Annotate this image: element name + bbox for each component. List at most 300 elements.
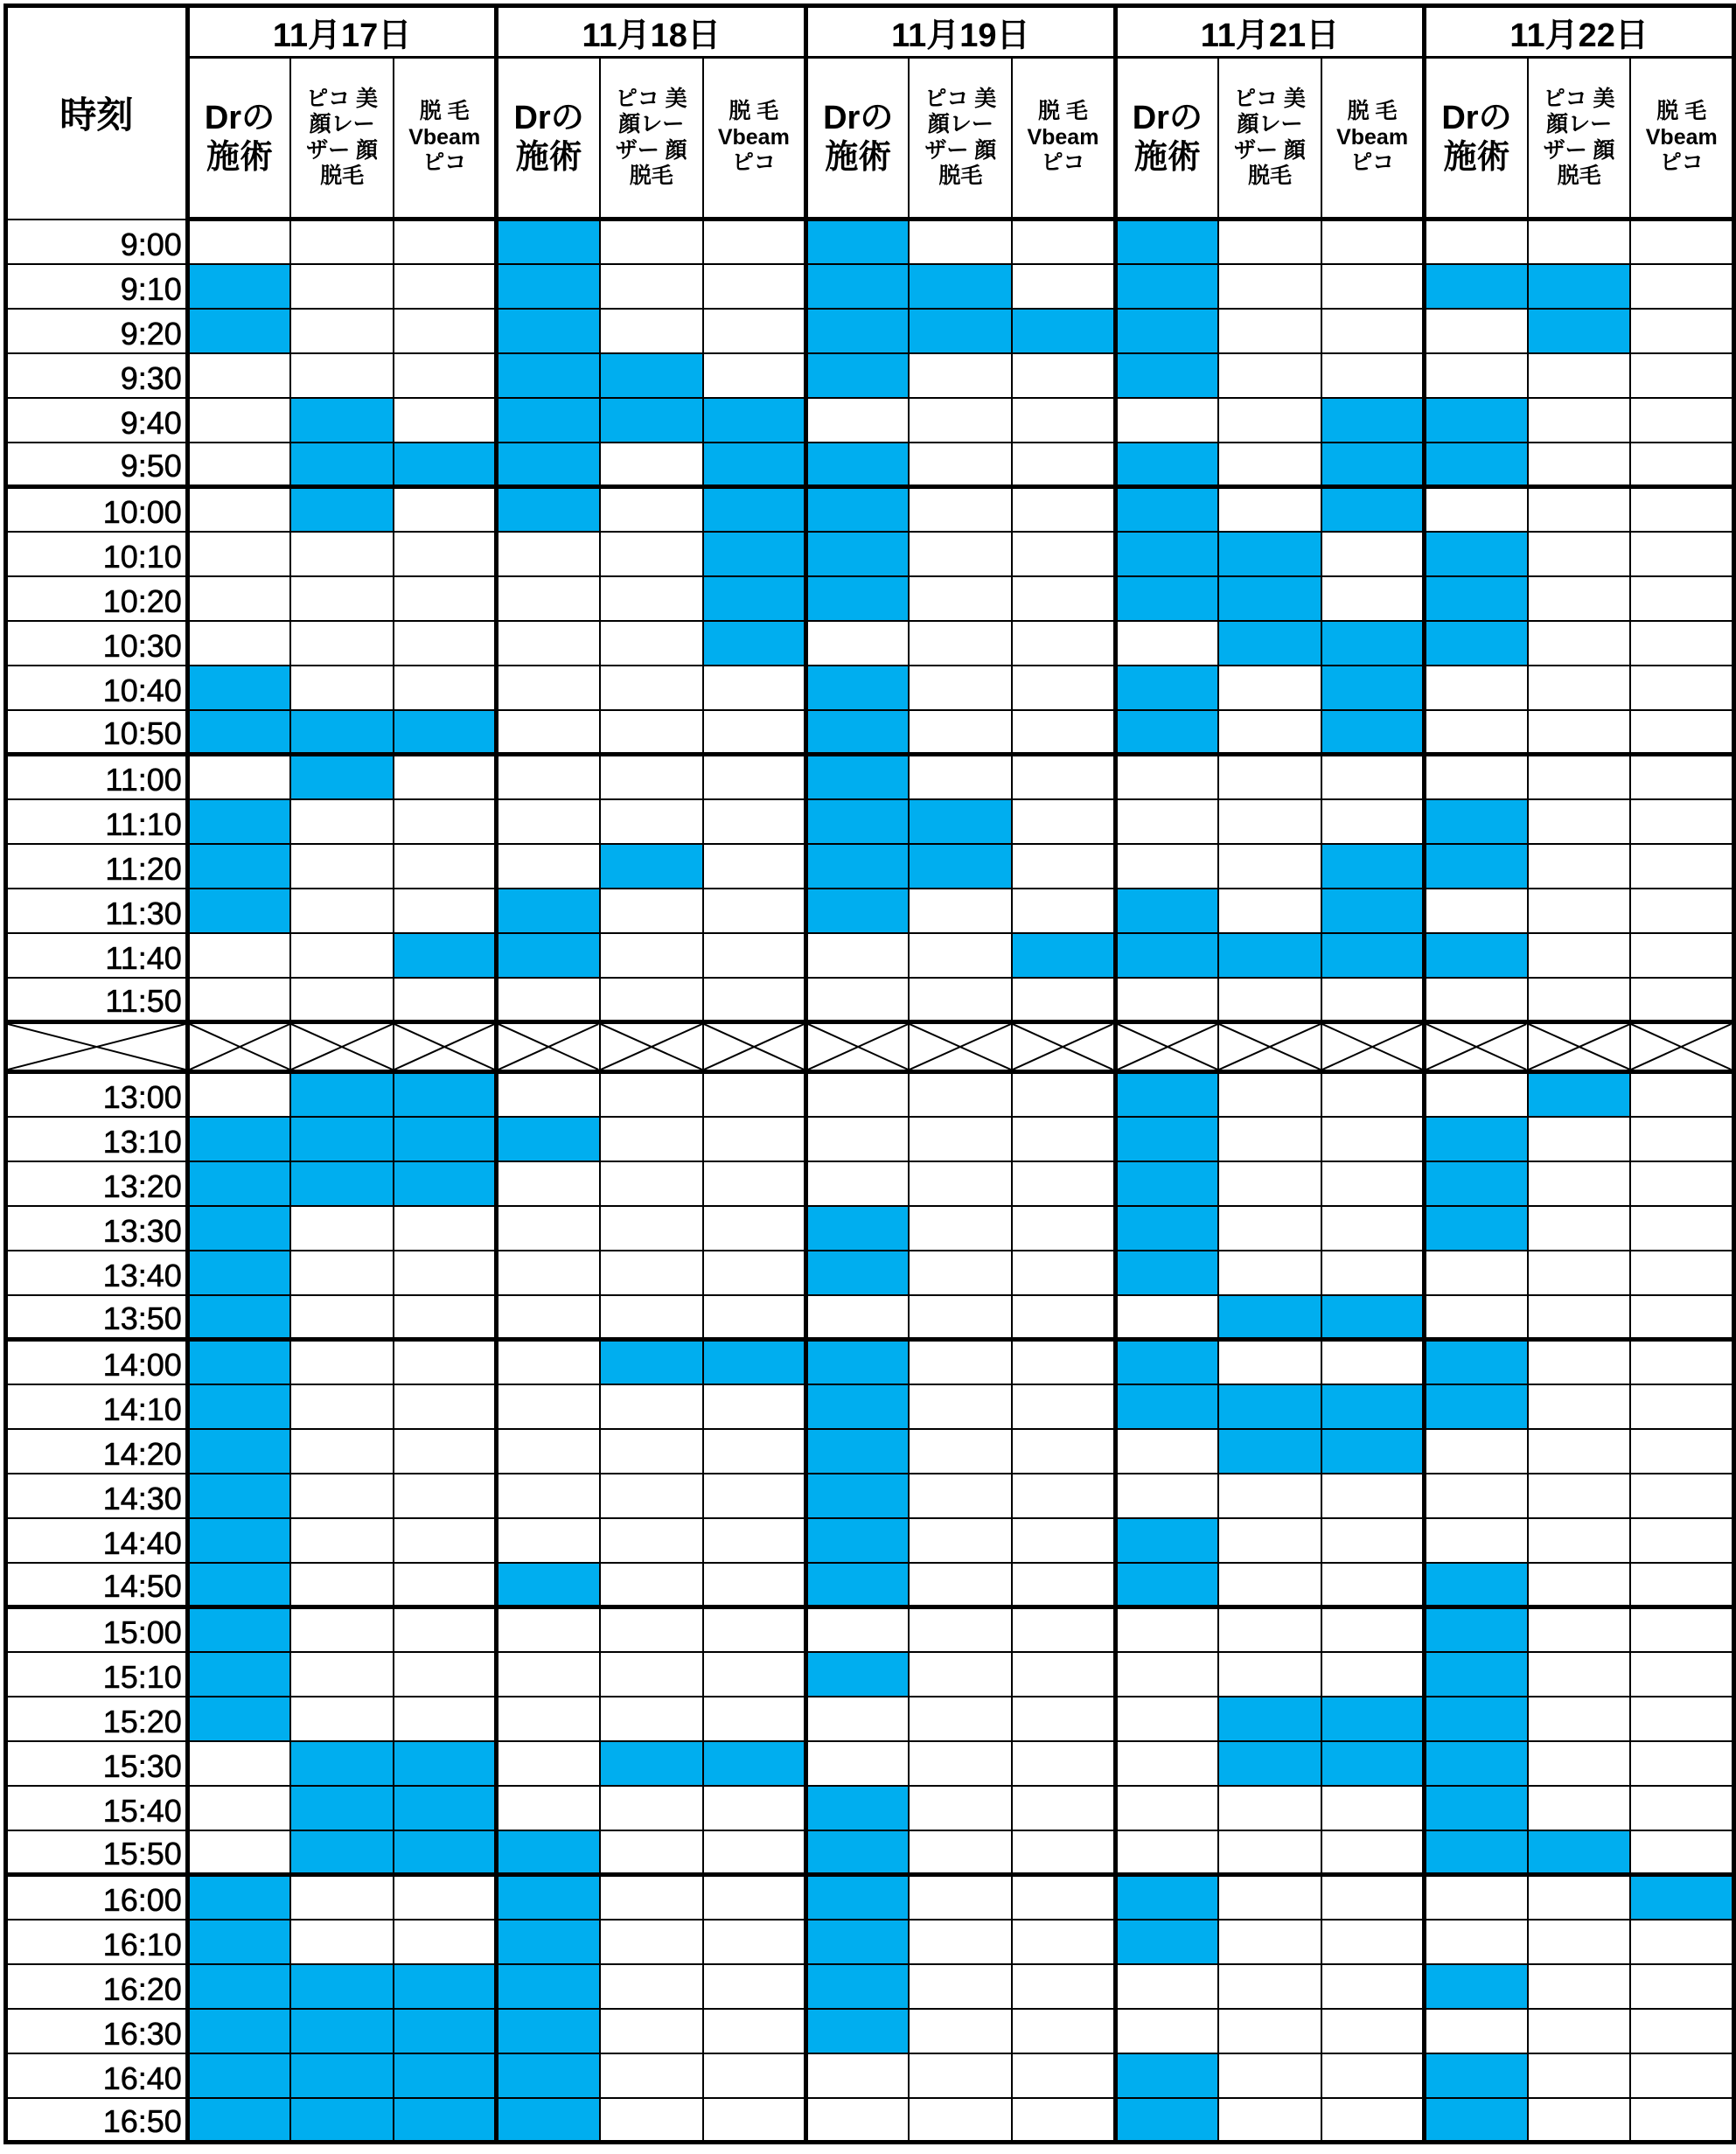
open-slot[interactable] <box>394 1340 497 1384</box>
open-slot[interactable] <box>1528 1161 1631 1206</box>
open-slot[interactable] <box>1630 1518 1733 1563</box>
open-slot[interactable] <box>1630 1161 1733 1206</box>
open-slot[interactable] <box>1115 844 1218 889</box>
open-slot[interactable] <box>1115 1697 1218 1741</box>
booked-slot[interactable] <box>394 1117 497 1161</box>
open-slot[interactable] <box>394 309 497 353</box>
open-slot[interactable] <box>394 264 497 309</box>
open-slot[interactable] <box>1218 2009 1321 2053</box>
open-slot[interactable] <box>1528 443 1631 487</box>
open-slot[interactable] <box>703 1830 806 1875</box>
open-slot[interactable] <box>1630 220 1733 264</box>
open-slot[interactable] <box>1630 710 1733 755</box>
booked-slot[interactable] <box>1321 398 1425 443</box>
open-slot[interactable] <box>1321 1117 1425 1161</box>
open-slot[interactable] <box>1528 2009 1631 2053</box>
open-slot[interactable] <box>394 1607 497 1652</box>
booked-slot[interactable] <box>1425 1697 1528 1741</box>
booked-slot[interactable] <box>187 1964 290 2009</box>
open-slot[interactable] <box>187 1786 290 1830</box>
open-slot[interactable] <box>1012 1563 1115 1607</box>
booked-slot[interactable] <box>1115 1206 1218 1251</box>
booked-slot[interactable] <box>806 666 910 710</box>
open-slot[interactable] <box>600 1652 703 1697</box>
open-slot[interactable] <box>1425 710 1528 755</box>
booked-slot[interactable] <box>497 2009 600 2053</box>
open-slot[interactable] <box>1012 398 1115 443</box>
booked-slot[interactable] <box>1115 353 1218 398</box>
open-slot[interactable] <box>1218 1563 1321 1607</box>
open-slot[interactable] <box>1115 1295 1218 1340</box>
open-slot[interactable] <box>290 889 394 933</box>
booked-slot[interactable] <box>1012 933 1115 978</box>
open-slot[interactable] <box>1630 1251 1733 1295</box>
booked-slot[interactable] <box>806 1429 910 1474</box>
open-slot[interactable] <box>1425 220 1528 264</box>
open-slot[interactable] <box>1321 1563 1425 1607</box>
open-slot[interactable] <box>600 532 703 576</box>
open-slot[interactable] <box>703 933 806 978</box>
open-slot[interactable] <box>703 2098 806 2143</box>
open-slot[interactable] <box>703 1474 806 1518</box>
booked-slot[interactable] <box>909 309 1012 353</box>
open-slot[interactable] <box>1630 443 1733 487</box>
open-slot[interactable] <box>394 844 497 889</box>
open-slot[interactable] <box>703 844 806 889</box>
open-slot[interactable] <box>1115 1429 1218 1474</box>
open-slot[interactable] <box>1630 1607 1733 1652</box>
open-slot[interactable] <box>703 1161 806 1206</box>
open-slot[interactable] <box>1012 799 1115 844</box>
open-slot[interactable] <box>806 978 910 1022</box>
open-slot[interactable] <box>1321 2098 1425 2143</box>
open-slot[interactable] <box>290 309 394 353</box>
booked-slot[interactable] <box>187 1697 290 1741</box>
open-slot[interactable] <box>497 1384 600 1429</box>
open-slot[interactable] <box>1630 487 1733 532</box>
open-slot[interactable] <box>1321 353 1425 398</box>
open-slot[interactable] <box>600 1920 703 1964</box>
open-slot[interactable] <box>394 755 497 799</box>
open-slot[interactable] <box>1630 755 1733 799</box>
open-slot[interactable] <box>497 1161 600 1206</box>
booked-slot[interactable] <box>497 1117 600 1161</box>
booked-slot[interactable] <box>600 398 703 443</box>
open-slot[interactable] <box>806 1607 910 1652</box>
open-slot[interactable] <box>497 1474 600 1518</box>
booked-slot[interactable] <box>1115 1340 1218 1384</box>
booked-slot[interactable] <box>1218 576 1321 621</box>
open-slot[interactable] <box>1218 844 1321 889</box>
open-slot[interactable] <box>806 1295 910 1340</box>
booked-slot[interactable] <box>290 1786 394 1830</box>
open-slot[interactable] <box>1218 1607 1321 1652</box>
booked-slot[interactable] <box>187 2098 290 2143</box>
open-slot[interactable] <box>1012 1920 1115 1964</box>
open-slot[interactable] <box>1425 978 1528 1022</box>
booked-slot[interactable] <box>290 1830 394 1875</box>
open-slot[interactable] <box>909 1429 1012 1474</box>
booked-slot[interactable] <box>806 1563 910 1607</box>
open-slot[interactable] <box>1115 398 1218 443</box>
booked-slot[interactable] <box>806 1786 910 1830</box>
open-slot[interactable] <box>1321 1830 1425 1875</box>
booked-slot[interactable] <box>394 710 497 755</box>
open-slot[interactable] <box>290 1518 394 1563</box>
booked-slot[interactable] <box>187 1474 290 1518</box>
open-slot[interactable] <box>187 532 290 576</box>
booked-slot[interactable] <box>1115 2053 1218 2098</box>
open-slot[interactable] <box>497 1518 600 1563</box>
booked-slot[interactable] <box>806 844 910 889</box>
open-slot[interactable] <box>703 1875 806 1920</box>
open-slot[interactable] <box>290 799 394 844</box>
booked-slot[interactable] <box>806 309 910 353</box>
open-slot[interactable] <box>497 621 600 666</box>
open-slot[interactable] <box>703 2053 806 2098</box>
open-slot[interactable] <box>600 933 703 978</box>
booked-slot[interactable] <box>600 844 703 889</box>
open-slot[interactable] <box>1012 889 1115 933</box>
open-slot[interactable] <box>1115 621 1218 666</box>
open-slot[interactable] <box>703 353 806 398</box>
open-slot[interactable] <box>394 1920 497 1964</box>
booked-slot[interactable] <box>187 2009 290 2053</box>
open-slot[interactable] <box>703 1607 806 1652</box>
booked-slot[interactable] <box>497 1875 600 1920</box>
booked-slot[interactable] <box>1528 264 1631 309</box>
booked-slot[interactable] <box>187 1652 290 1697</box>
booked-slot[interactable] <box>806 1875 910 1920</box>
open-slot[interactable] <box>1528 933 1631 978</box>
open-slot[interactable] <box>290 666 394 710</box>
booked-slot[interactable] <box>1630 1875 1733 1920</box>
open-slot[interactable] <box>909 1607 1012 1652</box>
booked-slot[interactable] <box>394 2098 497 2143</box>
open-slot[interactable] <box>1012 1206 1115 1251</box>
open-slot[interactable] <box>1425 1474 1528 1518</box>
booked-slot[interactable] <box>1115 1117 1218 1161</box>
open-slot[interactable] <box>1218 1474 1321 1518</box>
booked-slot[interactable] <box>187 1875 290 1920</box>
booked-slot[interactable] <box>497 487 600 532</box>
booked-slot[interactable] <box>703 621 806 666</box>
open-slot[interactable] <box>394 487 497 532</box>
booked-slot[interactable] <box>806 1340 910 1384</box>
booked-slot[interactable] <box>290 755 394 799</box>
open-slot[interactable] <box>1528 889 1631 933</box>
open-slot[interactable] <box>1528 621 1631 666</box>
open-slot[interactable] <box>600 1295 703 1340</box>
open-slot[interactable] <box>497 1340 600 1384</box>
open-slot[interactable] <box>909 1697 1012 1741</box>
booked-slot[interactable] <box>1115 1251 1218 1295</box>
open-slot[interactable] <box>1528 1563 1631 1607</box>
booked-slot[interactable] <box>1218 1741 1321 1786</box>
open-slot[interactable] <box>1528 1741 1631 1786</box>
open-slot[interactable] <box>1528 220 1631 264</box>
open-slot[interactable] <box>497 710 600 755</box>
booked-slot[interactable] <box>806 799 910 844</box>
open-slot[interactable] <box>1012 978 1115 1022</box>
open-slot[interactable] <box>187 353 290 398</box>
open-slot[interactable] <box>909 1384 1012 1429</box>
open-slot[interactable] <box>187 755 290 799</box>
open-slot[interactable] <box>600 1830 703 1875</box>
open-slot[interactable] <box>1630 576 1733 621</box>
open-slot[interactable] <box>1218 1117 1321 1161</box>
booked-slot[interactable] <box>1012 309 1115 353</box>
booked-slot[interactable] <box>1528 309 1631 353</box>
booked-slot[interactable] <box>1115 1072 1218 1117</box>
open-slot[interactable] <box>1425 1875 1528 1920</box>
open-slot[interactable] <box>1630 1340 1733 1384</box>
open-slot[interactable] <box>187 443 290 487</box>
open-slot[interactable] <box>1528 844 1631 889</box>
open-slot[interactable] <box>1012 1652 1115 1697</box>
open-slot[interactable] <box>806 1161 910 1206</box>
open-slot[interactable] <box>1218 353 1321 398</box>
open-slot[interactable] <box>1012 1964 1115 2009</box>
booked-slot[interactable] <box>806 1964 910 2009</box>
open-slot[interactable] <box>497 1295 600 1340</box>
open-slot[interactable] <box>1321 1474 1425 1518</box>
open-slot[interactable] <box>1218 799 1321 844</box>
open-slot[interactable] <box>1425 2009 1528 2053</box>
booked-slot[interactable] <box>497 2053 600 2098</box>
open-slot[interactable] <box>1012 755 1115 799</box>
open-slot[interactable] <box>600 1117 703 1161</box>
booked-slot[interactable] <box>1115 1875 1218 1920</box>
booked-slot[interactable] <box>1425 1607 1528 1652</box>
booked-slot[interactable] <box>394 1964 497 2009</box>
open-slot[interactable] <box>1630 666 1733 710</box>
open-slot[interactable] <box>1012 1117 1115 1161</box>
booked-slot[interactable] <box>1321 666 1425 710</box>
booked-slot[interactable] <box>1425 1384 1528 1429</box>
booked-slot[interactable] <box>1115 1563 1218 1607</box>
open-slot[interactable] <box>1115 1830 1218 1875</box>
open-slot[interactable] <box>187 933 290 978</box>
booked-slot[interactable] <box>1321 1429 1425 1474</box>
open-slot[interactable] <box>703 1652 806 1697</box>
booked-slot[interactable] <box>703 576 806 621</box>
open-slot[interactable] <box>1630 1830 1733 1875</box>
open-slot[interactable] <box>1218 666 1321 710</box>
open-slot[interactable] <box>600 1384 703 1429</box>
open-slot[interactable] <box>909 2053 1012 2098</box>
open-slot[interactable] <box>909 755 1012 799</box>
open-slot[interactable] <box>1321 2009 1425 2053</box>
booked-slot[interactable] <box>187 666 290 710</box>
open-slot[interactable] <box>1528 1920 1631 1964</box>
booked-slot[interactable] <box>290 710 394 755</box>
open-slot[interactable] <box>703 1295 806 1340</box>
open-slot[interactable] <box>1528 487 1631 532</box>
open-slot[interactable] <box>600 443 703 487</box>
open-slot[interactable] <box>290 1384 394 1429</box>
open-slot[interactable] <box>806 621 910 666</box>
open-slot[interactable] <box>600 1474 703 1518</box>
open-slot[interactable] <box>600 2053 703 2098</box>
booked-slot[interactable] <box>703 1340 806 1384</box>
booked-slot[interactable] <box>806 353 910 398</box>
open-slot[interactable] <box>600 1429 703 1474</box>
open-slot[interactable] <box>1630 1295 1733 1340</box>
open-slot[interactable] <box>909 710 1012 755</box>
open-slot[interactable] <box>1012 710 1115 755</box>
open-slot[interactable] <box>1528 1429 1631 1474</box>
open-slot[interactable] <box>290 1563 394 1607</box>
booked-slot[interactable] <box>187 1340 290 1384</box>
open-slot[interactable] <box>1630 799 1733 844</box>
open-slot[interactable] <box>1012 487 1115 532</box>
booked-slot[interactable] <box>290 1117 394 1161</box>
open-slot[interactable] <box>1425 309 1528 353</box>
open-slot[interactable] <box>1321 532 1425 576</box>
open-slot[interactable] <box>497 844 600 889</box>
open-slot[interactable] <box>909 1741 1012 1786</box>
booked-slot[interactable] <box>187 799 290 844</box>
open-slot[interactable] <box>394 1875 497 1920</box>
open-slot[interactable] <box>394 1206 497 1251</box>
open-slot[interactable] <box>703 1518 806 1563</box>
open-slot[interactable] <box>1630 1964 1733 2009</box>
booked-slot[interactable] <box>1528 1830 1631 1875</box>
booked-slot[interactable] <box>290 443 394 487</box>
open-slot[interactable] <box>1012 1295 1115 1340</box>
booked-slot[interactable] <box>806 487 910 532</box>
booked-slot[interactable] <box>703 398 806 443</box>
open-slot[interactable] <box>1528 532 1631 576</box>
open-slot[interactable] <box>1321 1206 1425 1251</box>
open-slot[interactable] <box>1218 309 1321 353</box>
open-slot[interactable] <box>394 353 497 398</box>
open-slot[interactable] <box>600 264 703 309</box>
open-slot[interactable] <box>1012 264 1115 309</box>
open-slot[interactable] <box>1012 1072 1115 1117</box>
booked-slot[interactable] <box>1115 933 1218 978</box>
open-slot[interactable] <box>703 1072 806 1117</box>
booked-slot[interactable] <box>497 1563 600 1607</box>
open-slot[interactable] <box>600 889 703 933</box>
open-slot[interactable] <box>1425 353 1528 398</box>
open-slot[interactable] <box>1012 443 1115 487</box>
open-slot[interactable] <box>187 1741 290 1786</box>
open-slot[interactable] <box>394 1563 497 1607</box>
open-slot[interactable] <box>394 1697 497 1741</box>
open-slot[interactable] <box>806 2098 910 2143</box>
booked-slot[interactable] <box>1425 621 1528 666</box>
open-slot[interactable] <box>1528 1340 1631 1384</box>
booked-slot[interactable] <box>1115 2098 1218 2143</box>
open-slot[interactable] <box>909 1875 1012 1920</box>
open-slot[interactable] <box>703 755 806 799</box>
open-slot[interactable] <box>909 1251 1012 1295</box>
booked-slot[interactable] <box>909 264 1012 309</box>
open-slot[interactable] <box>394 576 497 621</box>
booked-slot[interactable] <box>1321 1741 1425 1786</box>
open-slot[interactable] <box>497 755 600 799</box>
open-slot[interactable] <box>703 2009 806 2053</box>
open-slot[interactable] <box>394 1384 497 1429</box>
booked-slot[interactable] <box>187 1563 290 1607</box>
open-slot[interactable] <box>1630 1429 1733 1474</box>
open-slot[interactable] <box>600 576 703 621</box>
open-slot[interactable] <box>1218 1830 1321 1875</box>
booked-slot[interactable] <box>497 889 600 933</box>
open-slot[interactable] <box>290 1340 394 1384</box>
open-slot[interactable] <box>1528 1206 1631 1251</box>
booked-slot[interactable] <box>394 1786 497 1830</box>
open-slot[interactable] <box>1630 1920 1733 1964</box>
open-slot[interactable] <box>394 1518 497 1563</box>
open-slot[interactable] <box>394 1652 497 1697</box>
open-slot[interactable] <box>806 2053 910 2098</box>
open-slot[interactable] <box>1630 532 1733 576</box>
open-slot[interactable] <box>394 532 497 576</box>
open-slot[interactable] <box>1012 1875 1115 1920</box>
open-slot[interactable] <box>600 220 703 264</box>
open-slot[interactable] <box>1630 264 1733 309</box>
booked-slot[interactable] <box>600 1340 703 1384</box>
open-slot[interactable] <box>290 1697 394 1741</box>
open-slot[interactable] <box>497 978 600 1022</box>
booked-slot[interactable] <box>1425 264 1528 309</box>
open-slot[interactable] <box>909 621 1012 666</box>
booked-slot[interactable] <box>497 1830 600 1875</box>
open-slot[interactable] <box>1528 666 1631 710</box>
open-slot[interactable] <box>600 309 703 353</box>
open-slot[interactable] <box>1321 1652 1425 1697</box>
booked-slot[interactable] <box>1115 220 1218 264</box>
booked-slot[interactable] <box>806 264 910 309</box>
open-slot[interactable] <box>806 398 910 443</box>
booked-slot[interactable] <box>1425 398 1528 443</box>
open-slot[interactable] <box>1630 2098 1733 2143</box>
open-slot[interactable] <box>600 1964 703 2009</box>
booked-slot[interactable] <box>497 1964 600 2009</box>
open-slot[interactable] <box>1012 1786 1115 1830</box>
booked-slot[interactable] <box>1218 532 1321 576</box>
booked-slot[interactable] <box>806 755 910 799</box>
booked-slot[interactable] <box>187 1295 290 1340</box>
open-slot[interactable] <box>1321 1161 1425 1206</box>
open-slot[interactable] <box>394 978 497 1022</box>
open-slot[interactable] <box>1012 1161 1115 1206</box>
booked-slot[interactable] <box>497 443 600 487</box>
open-slot[interactable] <box>600 1072 703 1117</box>
booked-slot[interactable] <box>394 1741 497 1786</box>
booked-slot[interactable] <box>1321 933 1425 978</box>
open-slot[interactable] <box>1218 443 1321 487</box>
open-slot[interactable] <box>1425 1920 1528 1964</box>
open-slot[interactable] <box>1218 1920 1321 1964</box>
open-slot[interactable] <box>1012 532 1115 576</box>
booked-slot[interactable] <box>806 220 910 264</box>
booked-slot[interactable] <box>1218 1697 1321 1741</box>
booked-slot[interactable] <box>187 1161 290 1206</box>
open-slot[interactable] <box>1528 398 1631 443</box>
open-slot[interactable] <box>497 576 600 621</box>
open-slot[interactable] <box>1630 621 1733 666</box>
open-slot[interactable] <box>1630 1563 1733 1607</box>
open-slot[interactable] <box>1630 1117 1733 1161</box>
open-slot[interactable] <box>1115 2009 1218 2053</box>
open-slot[interactable] <box>290 1652 394 1697</box>
booked-slot[interactable] <box>187 889 290 933</box>
open-slot[interactable] <box>290 1607 394 1652</box>
